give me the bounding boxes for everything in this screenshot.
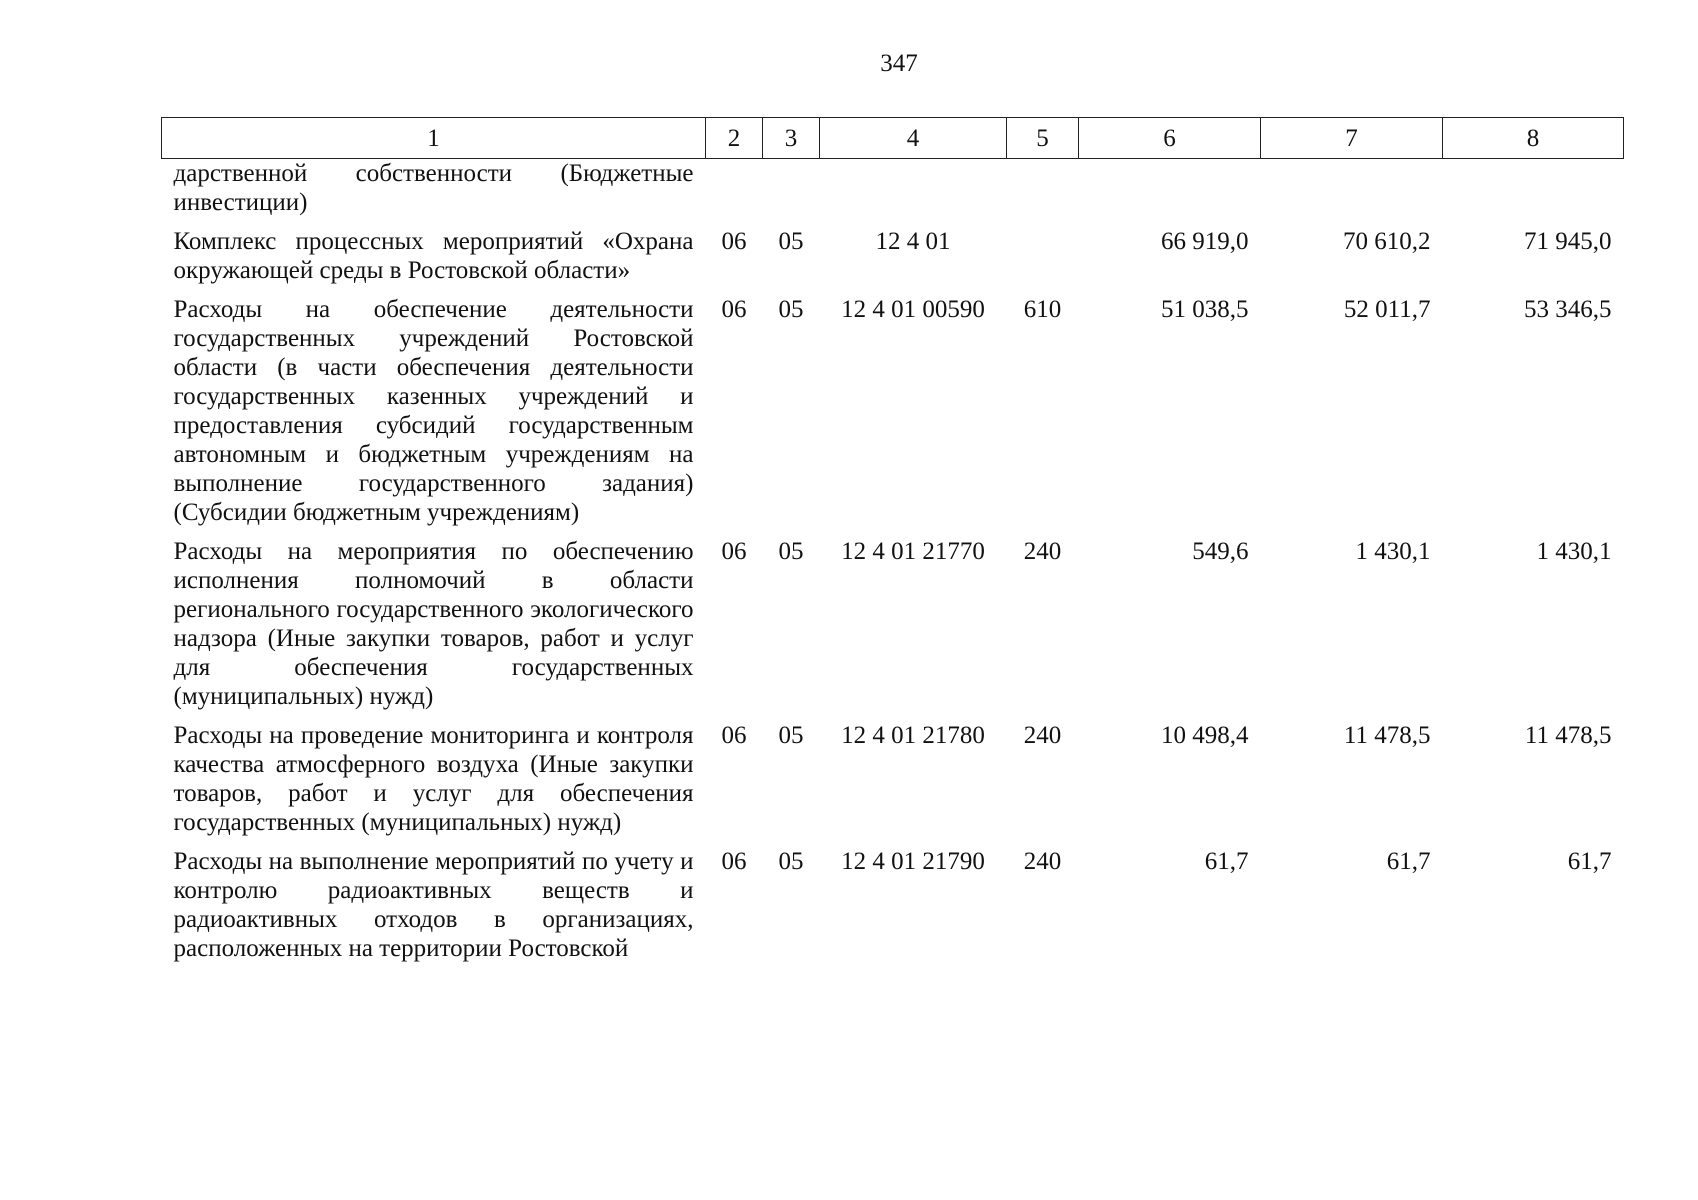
row-section: 06	[721, 538, 747, 565]
row-value-3: 61,7	[1567, 848, 1612, 875]
row-target-article: 12 4 01	[875, 228, 951, 255]
row-description: Расходы на выполнение мероприятий по учету и контролю радиоактивных веществ и радиоактивных отходов в организациях, расположенных на территории Ростовской	[173, 848, 694, 962]
row-expense-type: 240	[1023, 848, 1062, 875]
row-value-2: 11 478,5	[1343, 722, 1431, 749]
row-description: Комплекс процессных мероприятий «Охрана окружающей среды в Ростовской области»	[173, 228, 694, 284]
row-value-2: 70 610,2	[1343, 228, 1431, 255]
row-value-1	[1079, 159, 1261, 228]
row-value-1: 549,6	[1192, 538, 1249, 565]
column-header: 8	[1443, 118, 1624, 159]
row-subsection: 05	[778, 228, 804, 255]
row-value-3: 1 430,1	[1536, 538, 1612, 565]
column-header: 1	[162, 118, 706, 159]
row-expense-type: 240	[1023, 538, 1062, 565]
row-value-1: 66 919,0	[1161, 228, 1249, 255]
table-row	[162, 721, 1624, 847]
row-subsection: 05	[778, 722, 804, 749]
row-description: Расходы на проведение мониторинга и контроля качества атмосферного воздуха (Иные закупки товаров, работ и услуг для обеспечения государственных (муниципальных) нужд)	[173, 722, 694, 836]
column-header: 6	[1079, 118, 1261, 159]
table-row	[162, 159, 1624, 228]
row-value-2: 61,7	[1386, 848, 1431, 875]
row-expense-type	[1007, 159, 1079, 228]
row-value-2: 1 430,1	[1355, 538, 1431, 565]
row-expense-type: 240	[1023, 722, 1062, 749]
column-header: 4	[820, 118, 1007, 159]
row-section: 06	[721, 228, 747, 255]
budget-table	[161, 117, 1624, 973]
row-subsection: 05	[778, 538, 804, 565]
table-row	[162, 295, 1624, 537]
row-value-3: 71 945,0	[1524, 228, 1612, 255]
row-section: 06	[721, 848, 747, 875]
page-number: 347	[880, 50, 918, 77]
row-section: 06	[721, 722, 747, 749]
row-description: Расходы на обеспечение деятельности государственных учреждений Ростовской области (в части обеспечения деятельности государственных казенных учреждений и предоставления субсидий государственным автономным и бюджетным учреждениям на выполнение государственного задания) (Субсидии бюджетным учреждениям)	[173, 296, 694, 526]
row-target-article: 12 4 01 00590	[841, 296, 985, 323]
column-header: 5	[1007, 118, 1079, 159]
table-row	[162, 847, 1624, 973]
table-row	[162, 227, 1624, 295]
row-section	[706, 159, 763, 228]
row-subsection	[763, 159, 820, 228]
row-subsection: 05	[778, 848, 804, 875]
row-description: дарственной собственности (Бюджетные инвестиции)	[173, 160, 694, 216]
row-description: Расходы на мероприятия по обеспечению исполнения полномочий в области регионального государственного экологического надзора (Иные закупки товаров, работ и услуг для обеспечения государственных (муниципальных) нужд)	[173, 538, 694, 710]
column-header: 3	[763, 118, 820, 159]
row-value-2: 52 011,7	[1343, 296, 1431, 323]
row-target-article: 12 4 01 21780	[841, 722, 985, 749]
row-value-3	[1443, 159, 1624, 228]
row-value-1: 51 038,5	[1161, 296, 1249, 323]
row-value-3: 11 478,5	[1524, 722, 1612, 749]
row-value-2	[1261, 159, 1443, 228]
table-header-row	[162, 118, 1624, 159]
row-value-1: 10 498,4	[1161, 722, 1249, 749]
column-header: 7	[1261, 118, 1443, 159]
row-expense-type: 610	[1023, 296, 1062, 323]
column-header: 2	[706, 118, 763, 159]
row-section: 06	[721, 296, 747, 323]
row-expense-type	[1007, 227, 1079, 295]
table-row	[162, 537, 1624, 721]
row-target-article	[820, 159, 1007, 228]
row-subsection: 05	[778, 296, 804, 323]
row-value-3: 53 346,5	[1524, 296, 1612, 323]
row-target-article: 12 4 01 21770	[841, 538, 985, 565]
row-value-1: 61,7	[1204, 848, 1249, 875]
row-target-article: 12 4 01 21790	[841, 848, 985, 875]
